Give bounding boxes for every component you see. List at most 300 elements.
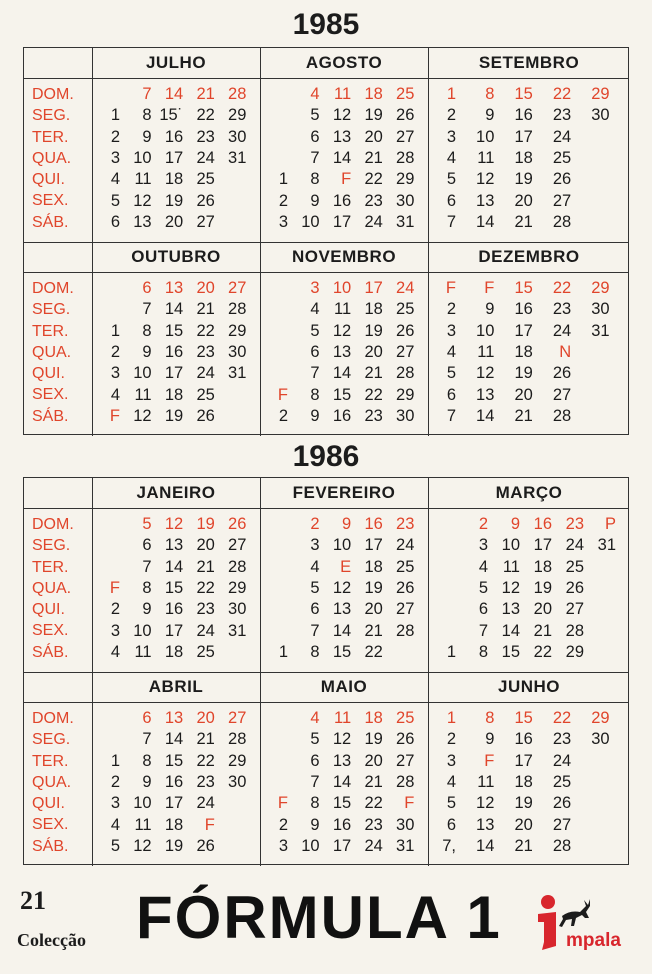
day-cell: 26 [196,836,215,855]
day-cell: 13 [332,600,352,619]
day-cell: 8 [310,794,320,813]
weekday-label: QUI. [32,601,65,619]
weekday-label: QUI. [32,795,65,813]
day-cell: 10 [476,321,495,340]
day-cell: 14 [164,730,184,749]
day-cell: 28 [228,730,247,749]
day-cell: 20 [514,815,533,834]
day-cell: 12 [476,170,495,189]
weekday-label: SEX. [32,386,69,404]
weekday-label: DOM. [32,516,74,533]
day-cell: 5 [478,578,488,597]
day-cell: F [277,794,288,813]
day-cell: 31 [396,836,415,855]
day-cell: 23 [196,600,215,619]
day-cell: 14 [164,557,184,576]
day-cell: 14 [501,621,520,640]
day-cell: 26 [552,794,572,813]
day-cell: 20 [196,709,215,727]
day-cell: 28 [552,836,572,855]
day-cell: 12 [164,515,184,533]
day-cell: 13 [332,751,352,770]
day-cell: 18 [533,557,552,576]
day-cell: 7 [310,364,320,383]
month-name: NOVEMBRO [291,247,397,266]
day-cell: 14 [476,406,495,425]
day-cell: 1 [110,751,120,770]
weekday-label: SEG. [32,301,71,319]
day-cell: 3 [446,127,456,146]
day-cell: 9 [342,515,352,533]
day-cell: 10 [133,148,152,167]
day-cell: 12 [133,191,152,210]
day-cell: 9 [485,106,495,125]
day-cell: 25 [552,148,572,167]
day-cell: 20 [364,127,383,146]
day-cell: 25 [196,642,215,661]
day-cell: 7 [478,621,488,640]
day-cell: 24 [396,536,415,555]
weekday-label: SEG. [32,107,71,125]
day-cell: 20 [164,212,184,231]
day-cell: 24 [552,751,572,770]
day-cell: 21 [364,364,383,383]
day-cell: F [341,170,352,189]
day-cell: 16 [514,300,533,319]
day-cell: 14 [476,212,495,231]
day-cell: 27 [552,191,572,210]
day-cell: 5 [142,515,152,533]
day-cell: 17 [364,279,383,297]
day-cell: 15 [514,85,533,103]
day-cell: P [604,515,616,533]
day-cell: 18 [364,85,383,103]
day-cell: 3 [310,536,320,555]
day-cell: 28 [552,212,572,231]
day-cell: 2 [278,406,288,425]
day-cell: 12 [332,578,352,597]
day-cell: 3 [110,364,120,383]
day-cell: 13 [476,191,495,210]
day-cell: 29 [228,578,247,597]
day-cell: 17 [164,794,184,813]
day-cell: 4 [110,170,120,189]
day-cell: 3 [110,621,120,640]
day-cell: 11 [477,772,495,791]
day-cell: 21 [533,621,552,640]
day-cell: 22 [364,385,383,404]
day-cell: 6 [310,600,320,619]
day-cell: 6 [142,536,152,555]
header-divider [24,508,628,509]
day-cell: 27 [396,127,415,146]
collection-number: 21 [20,886,46,915]
day-cell: 18 [164,642,184,661]
day-cell: 26 [396,106,415,125]
day-cell: 14 [332,621,352,640]
day-cell: 19 [364,321,383,340]
day-cell: 18 [164,385,184,404]
day-cell: 25 [552,772,572,791]
day-cell: 29 [591,709,610,727]
day-cell: 16 [514,730,533,749]
day-cell: 10 [301,212,320,231]
day-cell: 17 [332,212,352,231]
day-cell: 27 [228,536,247,555]
day-cell: 18 [164,815,184,834]
day-cell: E [340,557,352,576]
day-cell: 18 [514,772,533,791]
day-cell: 4 [446,772,456,791]
day-cell: 21 [364,148,383,167]
weekday-label: SEG. [32,537,71,555]
year-heading: 1986 [292,440,360,473]
day-cell: 23 [552,300,572,319]
day-cell: 29 [565,642,584,661]
day-cell: 8 [142,578,152,597]
day-cell: 7 [446,212,456,231]
day-cell: 24 [364,212,383,231]
day-cell: 6 [142,279,152,297]
day-cell: 4 [310,709,320,727]
month-name: FEVEREIRO [292,483,396,502]
day-cell: 28 [228,300,247,319]
day-cell: 24 [396,279,415,297]
weekday-label: TER. [32,752,69,770]
day-cell: 28 [396,621,415,640]
weekday-labels [32,278,74,427]
day-cell: 5 [446,794,456,813]
day-cell: 2 [446,106,456,125]
day-cell: 29 [228,106,247,125]
day-cell: 15 [164,321,184,340]
day-cell: 12 [476,364,495,383]
month-name: JANEIRO [136,483,216,502]
day-cell: 1 [110,321,120,340]
day-cell: 15 [332,642,352,661]
day-cell: 11 [477,342,495,361]
day-cell: 12 [476,794,495,813]
day-cell: 27 [552,385,572,404]
day-cell: 22 [364,794,383,813]
day-cell: 8 [310,170,320,189]
weekday-label: QUA. [32,773,72,791]
day-cell: F [109,406,120,425]
year-1985-table [23,47,629,435]
day-cell: 22 [196,578,215,597]
day-cell: 28 [552,406,572,425]
day-cell: 11 [334,300,352,319]
day-cell: 30 [228,127,247,146]
day-cell: 25 [396,300,415,319]
day-cell: F [277,385,288,404]
day-cell: 22 [364,170,383,189]
day-cell: 14 [332,148,352,167]
day-cell: 6 [478,600,488,619]
day-cell: 5 [310,106,320,125]
day-cell: 16 [332,815,352,834]
day-cell: 25 [396,557,415,576]
day-cell: 27 [396,342,415,361]
day-cell: 2 [310,515,320,533]
day-cell: 9 [510,515,520,533]
weekday-labels [32,84,74,233]
day-cell: 22 [552,709,572,727]
weekday-label: TER. [32,128,69,146]
day-cell: 1 [446,642,456,661]
day-cell: 3 [310,279,320,297]
day-cell: 10 [301,836,320,855]
day-cell: 17 [514,127,533,146]
day-cell: 12 [501,578,520,597]
day-cell: 23 [396,515,415,533]
weekday-label: SEG. [32,731,71,749]
day-cell: 3 [446,751,456,770]
day-cell: 16 [332,406,352,425]
day-cell: 29 [396,170,415,189]
day-cell: 9 [485,730,495,749]
day-cell: 20 [514,191,533,210]
day-cell: 23 [552,106,572,125]
day-cell: 19 [533,578,552,597]
day-cell: 9 [485,300,495,319]
day-cell: 15 [501,642,520,661]
day-cell: 17 [364,536,383,555]
day-cell: 4 [446,148,456,167]
header-divider [24,702,628,703]
day-cell: 20 [364,342,383,361]
day-cell: 9 [142,772,152,791]
weekday-label: SEX. [32,622,69,640]
day-cell: 10 [133,364,152,383]
day-cell: 6 [110,212,120,231]
month-name: MARÇO [495,483,563,502]
day-cell: 6 [310,127,320,146]
day-cell: 20 [196,279,215,297]
day-cell: 30 [228,600,247,619]
day-cell: 9 [310,191,320,210]
day-cell: 8 [485,709,495,727]
day-cell: 15 [514,709,533,727]
day-cell: 17 [533,536,552,555]
header-divider [24,272,628,273]
day-cell: 4 [310,557,320,576]
day-cell: 22 [552,85,572,103]
day-cell: 10 [476,127,495,146]
day-cell: 23 [552,730,572,749]
day-cell: 31 [228,148,247,167]
day-cell: 28 [396,772,415,791]
day-cell: 3 [278,836,288,855]
month-name: SETEMBRO [478,53,580,72]
day-cell: 19 [514,364,533,383]
day-cell: 13 [164,709,184,727]
day-cell: 8 [310,642,320,661]
day-cell: 24 [196,794,215,813]
day-cell: 29 [228,751,247,770]
day-cell: 17 [164,364,184,383]
day-cell: 4 [110,815,120,834]
day-cell: 12 [332,321,352,340]
day-cell: 6 [310,342,320,361]
month-name: AGOSTO [305,53,383,72]
day-cell: 29 [228,321,247,340]
weekday-labels [32,708,74,857]
day-cell: 17 [164,621,184,640]
day-cell: 3 [110,148,120,167]
day-cell: 26 [196,406,215,425]
day-cell: 14 [476,836,495,855]
day-cell: 5 [310,321,320,340]
day-cell: 17 [164,148,184,167]
day-cell: 15 [164,751,184,770]
day-cell: 11 [334,85,352,103]
day-cell: 25 [396,709,415,727]
day-cell: 18 [164,170,184,189]
weekday-label: QUI. [32,171,65,189]
day-cell: 5 [310,578,320,597]
day-cell: 1 [446,85,456,103]
day-cell: 6 [446,385,456,404]
day-cell: 9 [142,127,152,146]
day-cell: 4 [110,385,120,404]
day-cell: 30 [591,300,610,319]
day-cell: 4 [310,85,320,103]
day-cell: 21 [514,212,533,231]
day-cell: 22 [533,642,552,661]
day-cell: 20 [196,536,215,555]
weekday-label: SÁB. [32,643,69,661]
day-cell: 7 [142,300,152,319]
day-cell: 4 [446,342,456,361]
weekday-label: QUA. [32,343,72,361]
day-cell: 31 [591,321,610,340]
day-cell: 18 [514,342,533,361]
day-cell: 16 [164,600,184,619]
weekday-label: SÁB. [32,407,69,425]
day-cell: 19 [164,406,184,425]
day-cell: 26 [196,191,215,210]
day-cell: 28 [228,557,247,576]
day-cell: 27 [396,751,415,770]
day-cell: 15 [332,794,352,813]
day-cell: N [559,342,572,361]
day-cell: 13 [476,815,495,834]
day-cell: 3 [446,321,456,340]
day-cell: 30 [591,106,610,125]
day-cell: 8 [485,85,495,103]
day-cell: 21 [364,621,383,640]
day-cell: 23 [364,815,383,834]
day-cell: 26 [552,170,572,189]
day-cell: 24 [565,536,584,555]
day-cell: 21 [364,772,383,791]
day-cell: 24 [196,148,215,167]
day-cell: 5 [310,730,320,749]
day-cell: 24 [196,364,215,383]
day-cell: 10 [133,794,152,813]
day-cell: 31 [228,621,247,640]
day-cell: 6 [446,815,456,834]
weekday-label: DOM. [32,86,74,103]
day-cell: 24 [364,836,383,855]
day-cell: 2 [110,772,120,791]
brand-title: FÓRMULA 1 [136,884,502,951]
day-cell: 21 [196,730,215,749]
day-cell: 31 [228,364,247,383]
day-cell: 5 [446,364,456,383]
day-cell: 7 [310,148,320,167]
day-cell: 15 [332,385,352,404]
day-cell: 22 [552,279,572,297]
month-name: OUTUBRO [131,247,221,266]
day-cell: 9 [310,815,320,834]
day-cell: 27 [228,709,247,727]
day-cell: F [109,578,120,597]
weekday-label: DOM. [32,710,74,727]
day-cell: 29 [396,385,415,404]
day-cell: 26 [552,364,572,383]
day-cell: 1 [278,642,288,661]
day-cell: 6 [310,751,320,770]
day-cell: 26 [396,321,415,340]
day-cell: 13 [164,536,184,555]
day-cell: 18 [514,148,533,167]
day-cell: 6 [142,709,152,727]
day-cell: 15 [164,578,184,597]
day-cell: 30 [396,191,415,210]
day-cell: 20 [364,600,383,619]
day-cell: 14 [164,85,184,103]
day-cell: 22 [196,321,215,340]
day-cell: 16 [332,191,352,210]
day-cell: 19 [164,836,184,855]
month-name: DEZEMBRO [478,247,580,266]
day-cell: 21 [514,406,533,425]
day-cell: 11 [134,170,152,189]
day-cell: 9 [310,406,320,425]
weekday-label: DOM. [32,280,74,297]
day-cell: 7 [142,730,152,749]
day-cell: 13 [133,212,152,231]
day-cell: 23 [565,515,584,533]
day-cell: 28 [228,85,247,103]
month-name: ABRIL [148,677,204,696]
day-cell: 30 [228,342,247,361]
day-cell: 18 [364,709,383,727]
weekday-labels [32,514,74,663]
day-cell: 13 [476,385,495,404]
day-cell: 19 [514,170,533,189]
day-cell: 23 [364,191,383,210]
day-cell: 25 [396,85,415,103]
day-cell: 8 [142,751,152,770]
day-cell: 21 [196,300,215,319]
day-cell: 2 [446,300,456,319]
day-cell: 20 [514,385,533,404]
day-cell: 19 [364,106,383,125]
section-divider [24,242,628,243]
day-cell: 11 [134,385,152,404]
day-cell: 4 [110,642,120,661]
day-cell: 3 [278,212,288,231]
day-cell: 23 [196,342,215,361]
day-cell: 31 [396,212,415,231]
day-cell: 1 [110,106,120,125]
day-cell: 26 [228,515,247,533]
month-name: JULHO [145,53,207,72]
day-cell: 11 [134,642,152,661]
